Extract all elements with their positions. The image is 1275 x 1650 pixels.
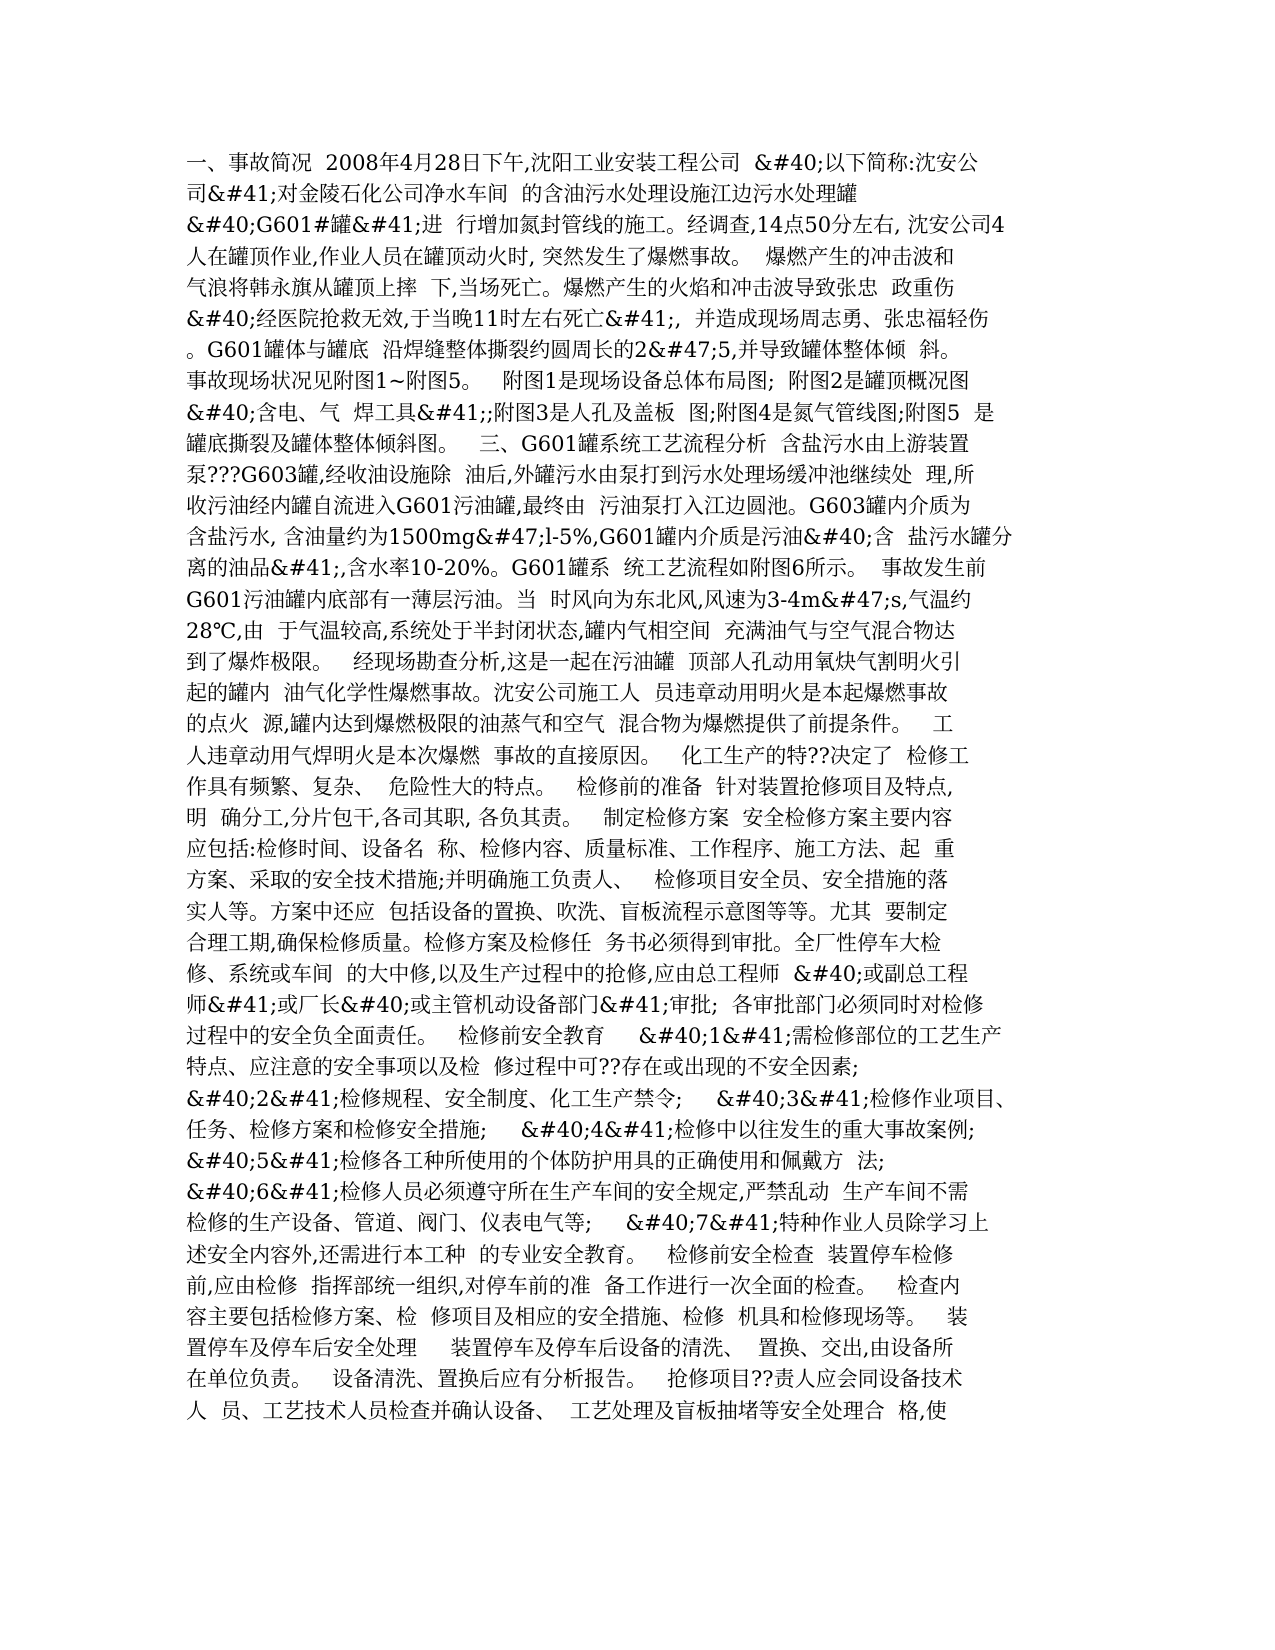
text-line: &#40;6&#41;检修人员必须遵守所在生产车间的安全规定,严禁乱动 生产车间不需 bbox=[186, 1180, 969, 1205]
text-line: 修、系统或车间 的大中修,以及生产过程中的抢修,应由总工程师 &#40;或副总工程 bbox=[186, 961, 969, 986]
text-line: 起的罐内 油气化学性爆燃事故。沈安公司施工人 员违章动用明火是本起爆燃事故 bbox=[186, 681, 948, 706]
text-line: G601污油罐内底部有一薄层污油。当 时风向为东北风,风速为3-4m&#47;s,气温约 bbox=[186, 587, 972, 612]
text-line: 罐底撕裂及罐体整体倾斜图。 三、G601罐系统工艺流程分析 含盐污水由上游装置 bbox=[186, 431, 970, 456]
text-line: 述安全内容外,还需进行本工种 的专业安全教育。 检修前安全检查 装置停车检修 bbox=[186, 1242, 954, 1267]
text-line: &#40;经医院抢救无效,于当晚11时左右死亡&#41;, 并造成现场周志勇、张忠福轻伤 bbox=[186, 306, 989, 331]
text-line: 离的油品&#41;,含水率10-20%。G601罐系 统工艺流程如附图6所示。 事故发生前 bbox=[186, 556, 987, 581]
text-line: 司&#41;对金陵石化公司净水车间 的含油污水处理设施江边污水处理罐 bbox=[186, 182, 858, 207]
text-line: 明 确分工,分片包干,各司其职, 各负其责。 制定检修方案 安全检修方案主要内容 bbox=[186, 805, 953, 830]
body-text bbox=[186, 148, 1086, 1427]
text-line: 事故现场状况见附图1~附图5。 附图1是现场设备总体布局图; 附图2是罐顶概况图 bbox=[186, 369, 970, 394]
text-line: 人违章动用气焊明火是本次爆燃 事故的直接原因。 化工生产的特??决定了 检修工 bbox=[186, 743, 970, 768]
text-line: 作具有频繁、复杂、 危险性大的特点。 检修前的准备 针对装置抢修项目及特点, bbox=[186, 774, 954, 799]
text-line: 的点火 源,罐内达到爆燃极限的油蒸气和空气 混合物为爆燃提供了前提条件。 工 bbox=[186, 712, 954, 737]
text-line: 28℃,由 于气温较高,系统处于半封闭状态,罐内气相空间 充满油气与空气混合物达 bbox=[186, 618, 955, 643]
text-line: 师&#41;或厂长&#40;或主管机动设备部门&#41;审批; 各审批部门必须同时对检修 bbox=[186, 993, 984, 1018]
text-line: &#40;5&#41;检修各工种所使用的个体防护用具的正确使用和佩戴方 法; bbox=[186, 1149, 885, 1173]
text-line: 检修的生产设备、管道、阀门、仪表电气等; &#40;7&#41;特种作业人员除学习上 bbox=[186, 1211, 989, 1236]
text-line: 特点、应注意的安全事项以及检 修过程中可??存在或出现的不安全因素; bbox=[186, 1055, 859, 1080]
text-line: 人 员、工艺技术人员检查并确认设备、 工艺处理及盲板抽堵等安全处理合 格,使 bbox=[186, 1398, 947, 1423]
text-line: 过程中的安全负全面责任。 检修前安全教育 &#40;1&#41;需检修部位的工艺生产 bbox=[186, 1024, 1002, 1049]
text-line: &#40;G601#罐&#41;进 行增加氮封管线的施工。经调查,14点50分左右, 沈安公司4 bbox=[186, 213, 1005, 238]
text-line: 。G601罐体与罐底 沿焊缝整体撕裂约圆周长的2&#47;5,并导致罐体整体倾 斜。 bbox=[186, 338, 962, 363]
text-line: 置停车及停车后安全处理 装置停车及停车后设备的清洗、 置换、交出,由设备所 bbox=[186, 1336, 954, 1361]
text-line: 收污油经内罐自流进入G601污油罐,最终由 污油泵打入江边圆池。G603罐内介质为 bbox=[186, 494, 971, 519]
text-line: 前,应由检修 指挥部统一组织,对停车前的准 备工作进行一次全面的检查。 检查内 bbox=[186, 1273, 961, 1298]
text-line: 在单位负责。 设备清洗、置换后应有分析报告。 抢修项目??责人应会同设备技术 bbox=[186, 1367, 963, 1392]
text-line: 实人等。方案中还应 包括设备的置换、吹洗、盲板流程示意图等等。尤其 要制定 bbox=[186, 899, 948, 924]
text-line: &#40;含电、气 焊工具&#41;;附图3是人孔及盖板 图;附图4是氮气管线图;附图5 是 bbox=[186, 400, 995, 425]
text-line: 应包括:检修时间、设备名 称、检修内容、质量标准、工作程序、施工方法、起 重 bbox=[186, 837, 955, 862]
text-line: 任务、检修方案和检修安全措施; &#40;4&#41;检修中以往发生的重大事故案例; bbox=[186, 1117, 976, 1142]
text-line: 合理工期,确保检修质量。检修方案及检修任 务书必须得到审批。全厂性停车大检 bbox=[186, 930, 942, 955]
text-line: 到了爆炸极限。 经现场勘查分析,这是一起在污油罐 顶部人孔动用氧炔气割明火引 bbox=[186, 650, 962, 674]
text-line: 含盐污水, 含油量约为1500mg&#47;l-5%,G601罐内介质是污油&#40;含 盐污水罐分 bbox=[186, 525, 1013, 550]
text-line: &#40;2&#41;检修规程、安全制度、化工生产禁令; &#40;3&#41;检修作业项目、 bbox=[186, 1086, 1017, 1111]
text-line: 方案、采取的安全技术措施;并明确施工负责人、 检修项目安全员、安全措施的落 bbox=[186, 868, 949, 893]
text-line: 泵???G603罐,经收油设施除 油后,外罐污水由泵打到污水处理场缓冲池继续处 理,所 bbox=[186, 462, 975, 487]
text-line: 气浪将韩永旗从罐顶上摔 下,当场死亡。爆燃产生的火焰和冲击波导致张忠 政重伤 bbox=[186, 275, 955, 300]
text-line: 人在罐顶作业,作业人员在罐顶动火时, 突然发生了爆燃事故。 爆燃产生的冲击波和 bbox=[186, 244, 955, 269]
text-line: 一、事故简况 2008年4月28日下午,沈阳工业安装工程公司 &#40;以下简称:沈安公 bbox=[186, 151, 979, 175]
text-line: 容主要包括检修方案、检 修项目及相应的安全措施、检修 机具和检修现场等。 装 bbox=[186, 1304, 968, 1329]
